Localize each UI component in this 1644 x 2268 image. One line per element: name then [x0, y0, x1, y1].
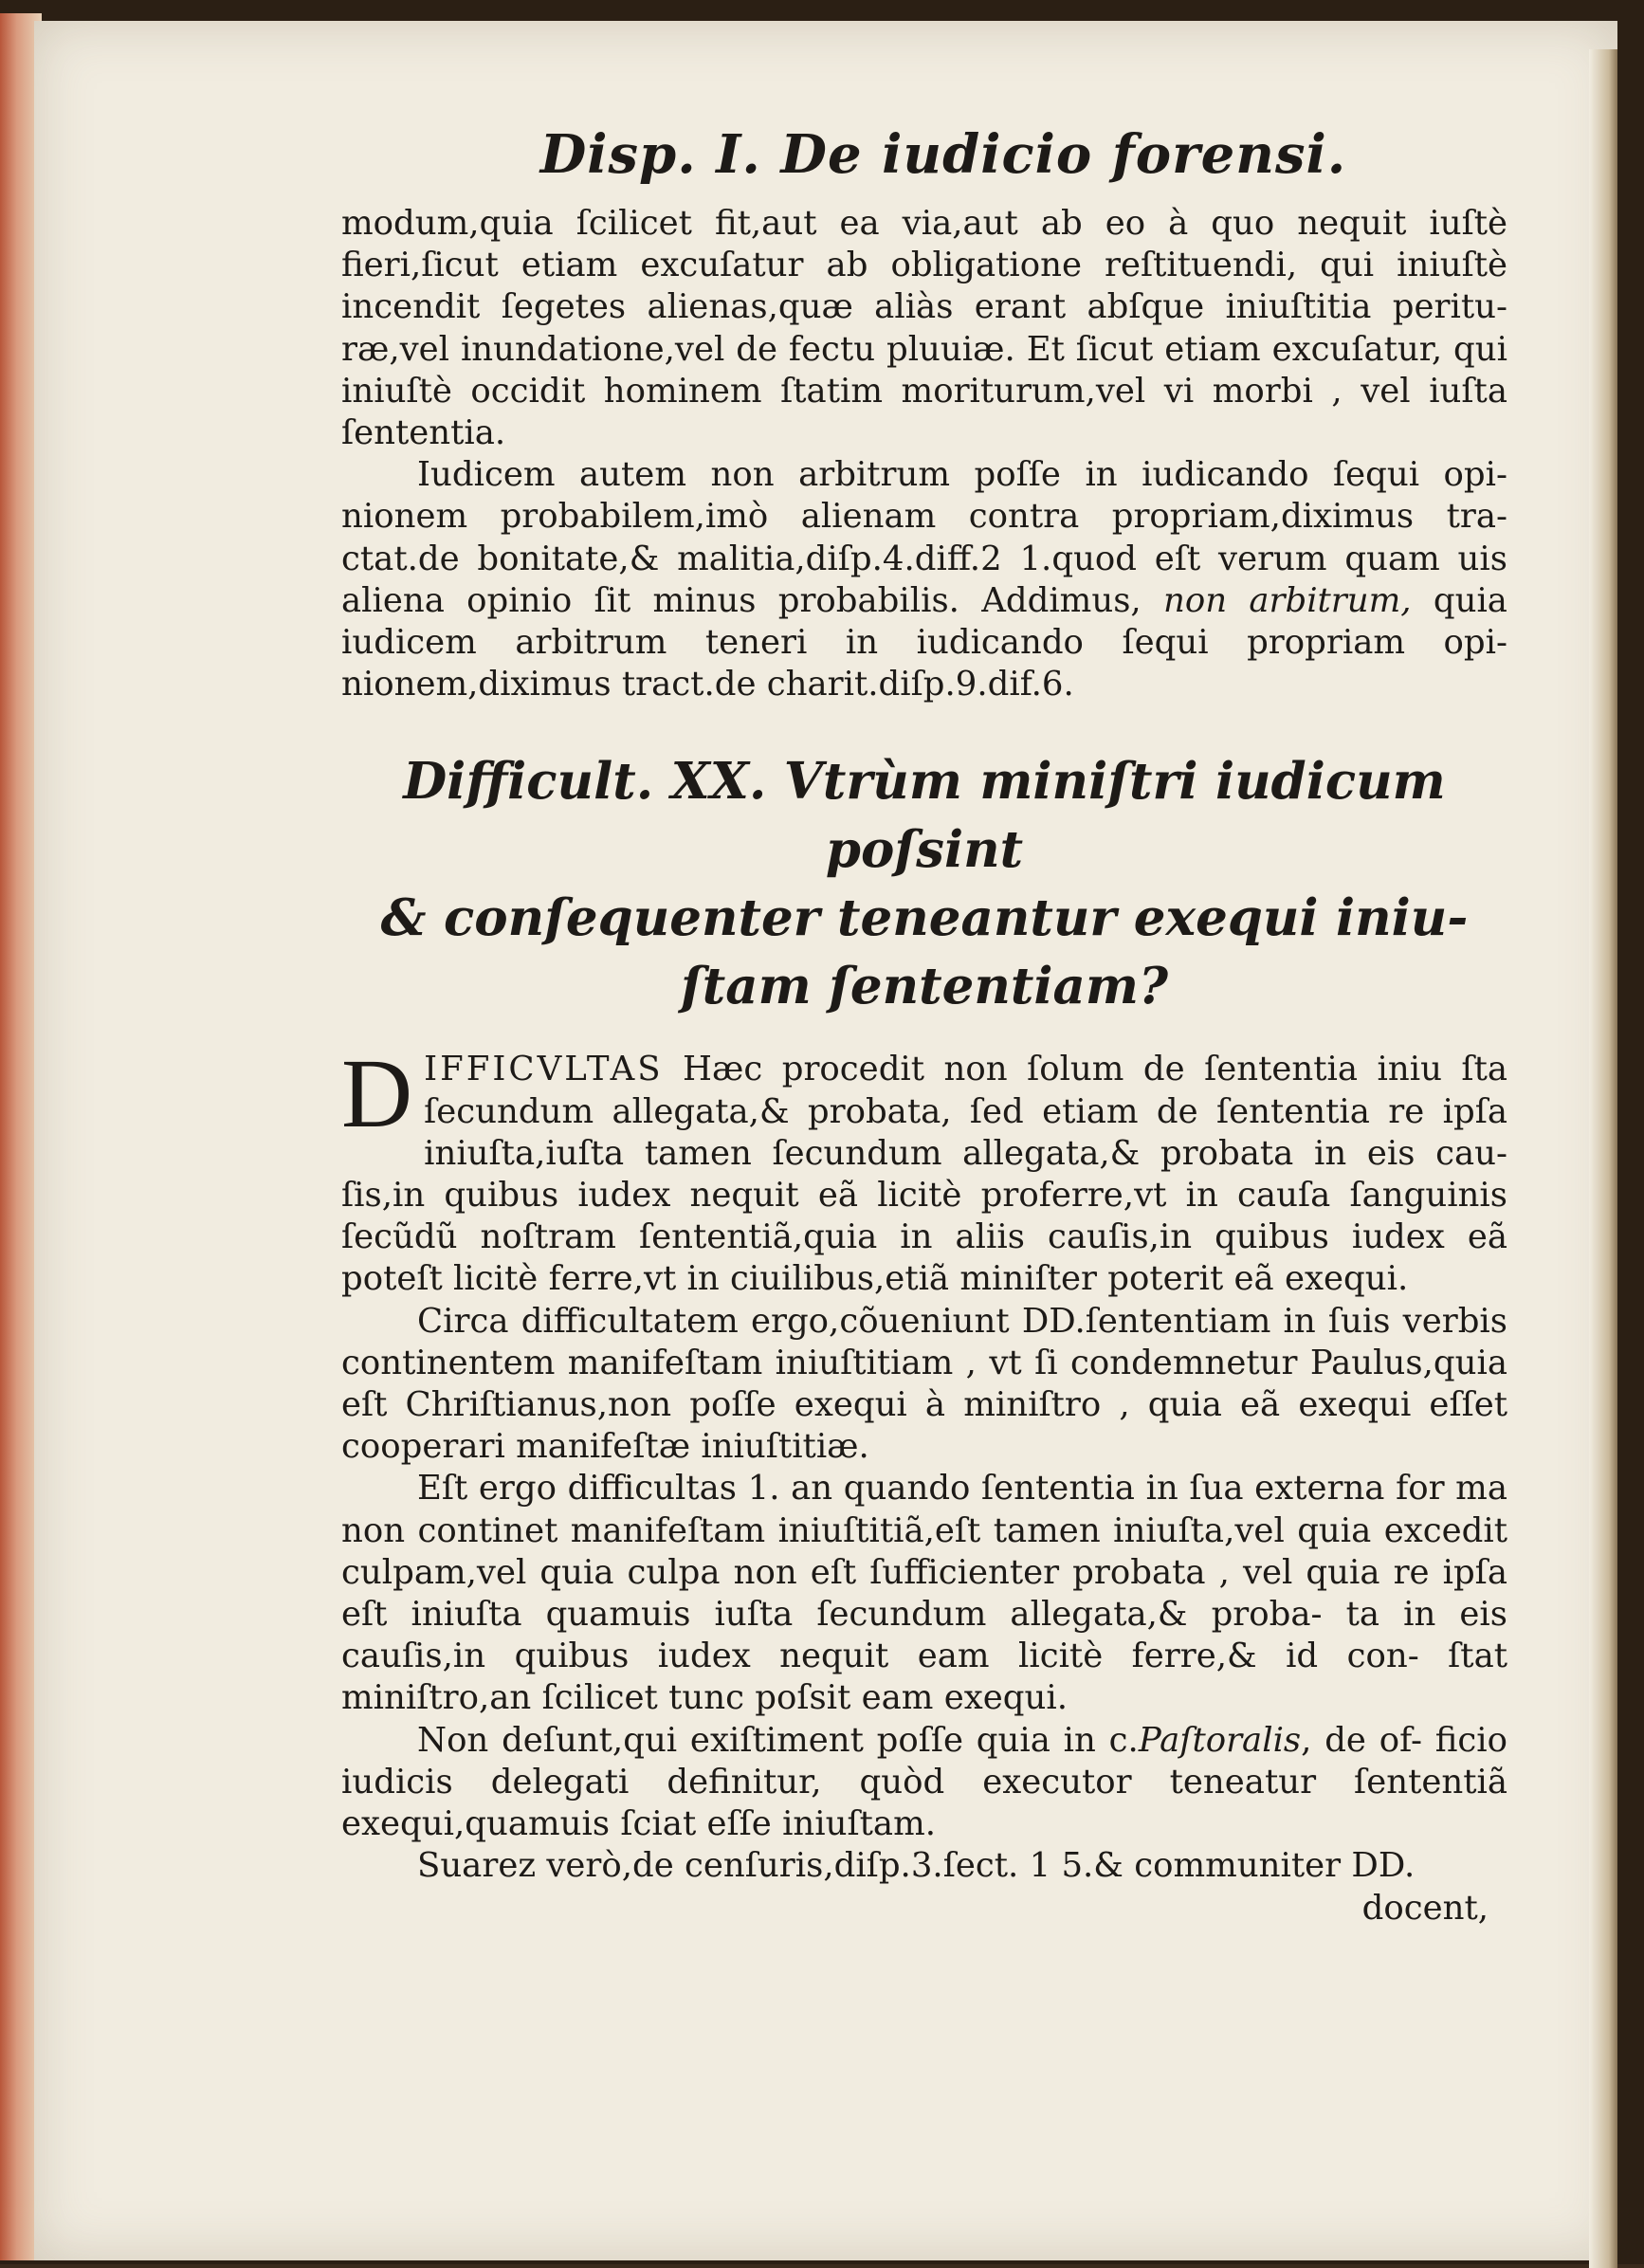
- paragraph-2-emphasis: non arbitrum,: [1162, 580, 1412, 620]
- paragraph-6-continuation: , de of- ficio iudicis delegati definitur, quòd executor teneatur ſententiã exequi,quamuis ſciat eſſe iniuſtam.: [341, 1720, 1507, 1844]
- paragraph-2: [341, 454, 1507, 705]
- paragraph-dropcap: [341, 1039, 1507, 1300]
- running-head: Disp. I. De iudicio forensi.: [539, 123, 1347, 186]
- paragraph-5: Eſt ergo difficultas 1. an quando ſententia in ſua externa for ma non continet manifeſtam iniuſtitiã,eſt tamen iniuſta,vel quia excedit culpam,vel quia culpa non eſt ſufficienter probata , vel quia re ipſa eſt iniuſta quamuis iuſta ſecundum allegata,& proba- ta in eis cauſis,in quibus iudex nequit eam licitè ferre,& id con- ſtat miniſtro,an ſcilicet tunc poſsit eam exequi.: [341, 1469, 1507, 1718]
- paragraph-2-text: Iudicem autem non arbitrum poſſe in iudicando ſequi opi- nionem probabilem,imò alienam contra propriam,diximus tra- ctat.de bonitate,& malitia,diſp.4.diff.2 1.quod eſt verum quam uis aliena opinio ſit minus probabilis. Addimus,: [341, 455, 1507, 620]
- paragraph-3-text: Hæc procedit non ſolum de ſententia iniu ſta ſecundum allegata,& probata, ſed etiam de ſententia re ipſa iniuſta,iuſta tamen ſecundum allegata,& probata in eis cau- ſis,in quibus iudex nequit eã licitè proferre,vt in cauſa ſanguinis ſecũdũ noſtram ſententiã,quia in aliis cauſis,in quibus iudex eã poteſt licitè ferre,vt in ciuilibus,etiã miniſter poterit eã exequi.: [341, 1050, 1507, 1299]
- drop-cap-word: IFFICVLTAS: [424, 1050, 664, 1089]
- text-block: [341, 123, 1507, 1930]
- section-heading: [341, 747, 1507, 1020]
- paragraph-1: modum,quia ſcilicet fit,aut ea via,aut ab eo à quo nequit iuſtè fieri,ſicut etiam excuſatur ab obligatione reſtituendi, qui iniuſtè incendit ſegetes alienas,quæ aliàs erant abſque iniuſtitia peritu- ræ,vel inundatione,vel de fectu pluuiæ. Et ſicut etiam excuſatur, qui iniuſtè occidit hominem ſtatim moriturum,vel vi morbi , vel iuſta ſententia.: [341, 204, 1507, 453]
- section-heading-line-1: Difficult. XX. Vtrùm miniſtri iudicum poſsint: [403, 752, 1446, 880]
- paragraph-6-text: Non deſunt,qui exiſtiment poſſe quia in c.: [417, 1720, 1139, 1760]
- section-heading-line-3: ſtam ſententiam?: [680, 957, 1169, 1016]
- drop-cap-letter: D: [341, 1039, 413, 1149]
- paragraph-6-emphasis: Paſtoralis: [1138, 1720, 1302, 1760]
- catchword: docent,: [1361, 1888, 1489, 1928]
- gutter-shadow: [1589, 49, 1617, 2268]
- paragraph-6: [341, 1720, 1507, 1846]
- paragraph-4: Circa difficultatem ergo,cõueniunt DD.ſententiam in ſuis verbis continentem manifeſtam iniuſtitiam , vt ſi condemnetur Paulus,quia eſt Chriſtianus,non poſſe exequi à miniſtro , quia eã exequi eſſet cooperari manifeſtæ iniuſtitiæ.: [341, 1301, 1507, 1467]
- paragraph-2-continuation: quia iudicem arbitrum teneri in iudicando ſequi propriam opi- nionem,diximus tract.de charit.diſp.9.dif.6.: [341, 580, 1507, 704]
- paragraph-7: Suarez verò,de cenſuris,diſp.3.ſect. 1 5.& communiter DD.: [417, 1846, 1416, 1886]
- section-heading-line-2: & conſequenter teneantur exequi iniu-: [380, 888, 1469, 948]
